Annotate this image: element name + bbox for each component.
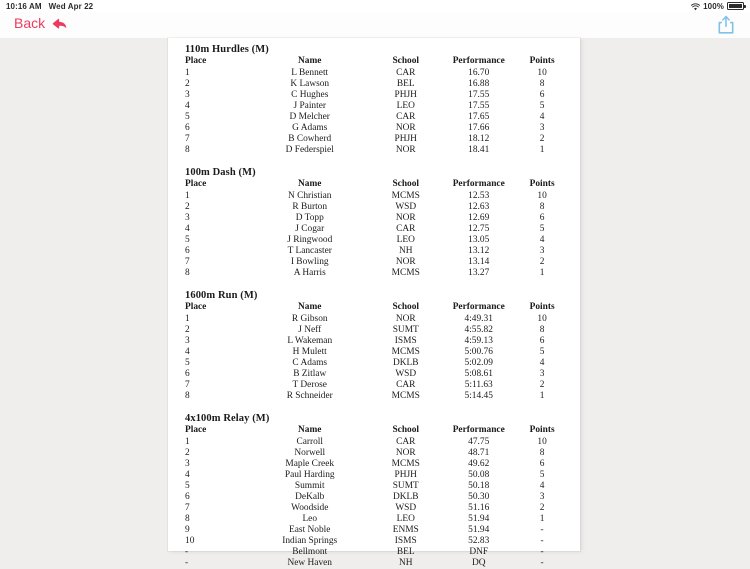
cell-place: 5 [185, 235, 190, 245]
cell-performance: 18.12 [468, 134, 490, 144]
table-row [179, 90, 569, 101]
table-row [179, 481, 569, 492]
cell-place: 4 [185, 470, 190, 480]
cell-place: 7 [185, 503, 190, 513]
table-row [179, 145, 569, 156]
cell-school: ENMS [392, 525, 419, 535]
cell-school: NOR [395, 314, 416, 324]
cell-name: J Ringwood [287, 235, 333, 245]
cell-points: 8 [539, 325, 545, 335]
cell-name: New Haven [287, 558, 332, 568]
table-row [179, 492, 569, 503]
status-bar [0, 0, 750, 12]
cell-performance: 12.63 [468, 202, 490, 212]
table-header-row [179, 302, 569, 314]
app-toolbar [0, 12, 750, 38]
cell-place: 8 [185, 514, 190, 524]
cell-school: BEL [396, 79, 415, 89]
table-row [179, 347, 569, 358]
cell-points: 2 [539, 134, 545, 144]
column-header-points: Points [529, 56, 555, 66]
cell-points: 1 [539, 391, 545, 401]
cell-performance: 13.12 [468, 246, 490, 256]
battery-icon [727, 2, 744, 10]
cell-school: PHJH [394, 90, 417, 100]
table-row [179, 369, 569, 380]
cell-school: MCMS [391, 191, 420, 201]
cell-school: CAR [396, 437, 416, 447]
cell-points: 3 [539, 246, 545, 256]
table-row [179, 336, 569, 347]
table-row [179, 202, 569, 213]
cell-school: LEO [396, 101, 415, 111]
cell-place: 4 [185, 347, 190, 357]
battery-percent-label: 100% [703, 1, 724, 11]
document-page [168, 38, 580, 568]
cell-points: 10 [537, 68, 547, 78]
cell-name: K Lawson [290, 79, 330, 89]
cell-performance: 4:59.13 [464, 336, 493, 346]
column-header-school: School [392, 56, 420, 66]
cell-performance: 13.05 [468, 235, 490, 245]
status-bar-left [6, 2, 93, 11]
cell-place: 3 [185, 336, 190, 346]
column-header-points: Points [529, 425, 555, 435]
table-row [179, 525, 569, 536]
cell-school: CAR [396, 224, 416, 234]
table-row [179, 268, 569, 279]
cell-school: MCMS [391, 347, 420, 357]
event-title: 1600m Run (M) [185, 290, 258, 301]
cell-name: Bellmont [292, 547, 328, 557]
status-date: Wed Apr 22 [48, 1, 94, 11]
cell-points: - [540, 547, 544, 557]
cell-name: G Adams [292, 123, 328, 133]
table-row [179, 101, 569, 112]
cell-points: 3 [539, 369, 545, 379]
cell-place: 7 [185, 257, 190, 267]
column-header-place: Place [185, 179, 207, 189]
cell-performance: 5:00.76 [464, 347, 493, 357]
results-table [179, 302, 569, 402]
table-row [179, 437, 569, 448]
cell-points: 4 [539, 235, 545, 245]
cell-points: 2 [539, 257, 545, 267]
cell-points: 8 [539, 79, 545, 89]
column-header-performance: Performance [452, 425, 505, 435]
cell-place: 6 [185, 246, 190, 256]
column-header-name: Name [298, 302, 322, 312]
column-header-name: Name [298, 179, 322, 189]
table-header-row [179, 56, 569, 68]
cell-performance: 12.69 [468, 213, 490, 223]
status-time: 10:16 AM [6, 1, 42, 11]
cell-school: LEO [396, 514, 415, 524]
cell-performance: 50.18 [468, 481, 490, 491]
cell-place: 3 [185, 213, 190, 223]
cell-points: 8 [539, 202, 545, 212]
cell-name: Norwell [294, 448, 326, 458]
cell-points: 4 [539, 112, 545, 122]
cell-school: DKLB [392, 492, 419, 502]
cell-place: 2 [185, 79, 190, 89]
cell-place: 1 [185, 191, 190, 201]
cell-place: 5 [185, 358, 190, 368]
cell-school: MCMS [391, 391, 420, 401]
cell-school: ISMS [394, 536, 417, 546]
cell-name: East Noble [289, 525, 331, 535]
table-row [179, 470, 569, 481]
cell-school: NH [398, 558, 413, 568]
column-header-school: School [392, 425, 420, 435]
cell-points: 2 [539, 380, 545, 390]
table-header-row [179, 425, 569, 437]
cell-school: ISMS [394, 336, 417, 346]
back-arrow-icon [52, 17, 67, 30]
cell-points: 8 [539, 448, 545, 458]
cell-name: B Cowherd [288, 134, 332, 144]
event-block [179, 44, 569, 156]
table-row [179, 448, 569, 459]
cell-school: NOR [395, 145, 416, 155]
cell-name: N Christian [287, 191, 332, 201]
column-header-place: Place [185, 302, 207, 312]
cell-name: T Derose [292, 380, 327, 390]
cell-points: 10 [537, 191, 547, 201]
cell-performance: 18.41 [468, 145, 490, 155]
cell-performance: 5:11.63 [464, 380, 493, 390]
cell-school: LEO [396, 235, 415, 245]
cell-place: 5 [185, 112, 190, 122]
table-row [179, 224, 569, 235]
cell-name: L Bennett [291, 68, 329, 78]
cell-performance: 17.55 [468, 90, 490, 100]
cell-performance: 17.55 [468, 101, 490, 111]
cell-performance: 50.30 [468, 492, 490, 502]
table-row [179, 380, 569, 391]
results-table [179, 179, 569, 279]
cell-school: DKLB [392, 358, 419, 368]
cell-place: 5 [185, 481, 190, 491]
results-events-container [179, 44, 569, 569]
table-row [179, 123, 569, 134]
cell-school: PHJH [394, 134, 417, 144]
event-title: 100m Dash (M) [185, 167, 256, 178]
cell-performance: DNF [469, 547, 489, 557]
table-header-row [179, 179, 569, 191]
cell-name: D Federspiel [285, 145, 334, 155]
cell-points: 5 [539, 470, 545, 480]
cell-place: 9 [185, 525, 190, 535]
column-header-points: Points [529, 302, 555, 312]
cell-name: Maple Creek [285, 459, 335, 469]
table-row [179, 391, 569, 402]
column-header-place: Place [185, 56, 207, 66]
table-row [179, 503, 569, 514]
cell-place: 7 [185, 134, 190, 144]
column-header-performance: Performance [452, 56, 505, 66]
column-header-performance: Performance [452, 179, 505, 189]
cell-name: B Zitlaw [293, 369, 327, 379]
cell-performance: 5:08.61 [464, 369, 493, 379]
cell-points: 4 [539, 481, 545, 491]
cell-name: DeKalb [295, 492, 325, 502]
cell-points: - [540, 525, 544, 535]
cell-name: R Burton [292, 202, 328, 212]
cell-name: Leo [302, 514, 318, 524]
column-header-school: School [392, 302, 420, 312]
cell-name: L Wakeman [287, 336, 333, 346]
back-button[interactable] [14, 15, 67, 31]
cell-school: PHJH [394, 470, 417, 480]
cell-performance: 13.27 [468, 268, 490, 278]
cell-points: 1 [539, 514, 545, 524]
cell-place: 2 [185, 448, 190, 458]
cell-school: NOR [395, 213, 416, 223]
cell-performance: DQ [471, 558, 486, 568]
cell-performance: 51.16 [468, 503, 490, 513]
cell-name: J Cogar [295, 224, 325, 234]
cell-place: 10 [185, 536, 195, 546]
cell-name: Carroll [296, 437, 324, 447]
table-row [179, 325, 569, 336]
cell-points: 3 [539, 123, 545, 133]
cell-name: J Painter [293, 101, 327, 111]
cell-performance: 50.08 [468, 470, 490, 480]
event-block [179, 413, 569, 569]
table-row [179, 547, 569, 558]
cell-points: 10 [537, 314, 547, 324]
cell-points: 5 [539, 101, 545, 111]
cell-name: R Schneider [286, 391, 333, 401]
share-icon [716, 14, 736, 36]
cell-place: 3 [185, 459, 190, 469]
cell-place: 1 [185, 68, 190, 78]
cell-name: D Melcher [289, 112, 330, 122]
document-canvas[interactable] [0, 38, 750, 568]
cell-place: - [185, 547, 189, 557]
cell-school: WSD [395, 369, 417, 379]
cell-points: 3 [539, 492, 545, 502]
share-button[interactable] [716, 14, 736, 36]
table-row [179, 68, 569, 79]
cell-performance: 47.75 [468, 437, 490, 447]
cell-school: NOR [395, 257, 416, 267]
cell-place: 6 [185, 492, 190, 502]
cell-points: - [540, 558, 544, 568]
event-title: 110m Hurdles (M) [185, 44, 269, 55]
wifi-icon [691, 3, 700, 11]
cell-performance: 51.94 [468, 525, 490, 535]
cell-place: 2 [185, 202, 190, 212]
cell-name: C Hughes [291, 90, 329, 100]
cell-performance: 52.83 [468, 536, 490, 546]
cell-performance: 12.75 [468, 224, 490, 234]
table-row [179, 213, 569, 224]
cell-place: 4 [185, 224, 190, 234]
cell-performance: 17.66 [468, 123, 490, 133]
cell-points: 4 [539, 358, 545, 368]
cell-points: 1 [539, 145, 545, 155]
column-header-name: Name [298, 425, 322, 435]
cell-school: WSD [395, 202, 417, 212]
cell-name: Summit [294, 481, 325, 491]
event-title: 4x100m Relay (M) [185, 413, 270, 424]
cell-school: MCMS [391, 268, 420, 278]
cell-place: 8 [185, 391, 190, 401]
cell-performance: 13.14 [468, 257, 490, 267]
cell-performance: 4:55.82 [464, 325, 493, 335]
cell-school: BEL [396, 547, 415, 557]
cell-points: 2 [539, 503, 545, 513]
cell-name: A Harris [293, 268, 326, 278]
cell-points: 6 [539, 90, 545, 100]
table-row [179, 514, 569, 525]
cell-school: CAR [396, 68, 416, 78]
cell-points: 6 [539, 336, 545, 346]
table-row [179, 257, 569, 268]
cell-place: 6 [185, 123, 190, 133]
cell-place: 4 [185, 101, 190, 111]
cell-performance: 49.62 [468, 459, 490, 469]
column-header-name: Name [298, 56, 322, 66]
cell-name: C Adams [292, 358, 328, 368]
cell-school: CAR [396, 380, 416, 390]
cell-performance: 51.94 [468, 514, 490, 524]
cell-points: 10 [537, 437, 547, 447]
cell-points: - [540, 536, 544, 546]
cell-place: 8 [185, 145, 190, 155]
cell-place: 7 [185, 380, 190, 390]
cell-place: 6 [185, 369, 190, 379]
cell-place: 1 [185, 314, 190, 324]
cell-performance: 16.70 [468, 68, 490, 78]
cell-place: 8 [185, 268, 190, 278]
cell-performance: 48.71 [468, 448, 490, 458]
results-table [179, 425, 569, 569]
table-row [179, 79, 569, 90]
table-row [179, 246, 569, 257]
table-row [179, 112, 569, 123]
table-row [179, 358, 569, 369]
cell-place: - [185, 558, 189, 568]
cell-performance: 12.53 [468, 191, 490, 201]
cell-school: CAR [396, 112, 416, 122]
cell-school: NH [398, 246, 413, 256]
cell-name: Woodside [291, 503, 329, 513]
table-row [179, 536, 569, 547]
cell-school: WSD [395, 503, 417, 513]
table-row [179, 314, 569, 325]
cell-place: 1 [185, 437, 190, 447]
cell-name: D Topp [295, 213, 324, 223]
table-row [179, 191, 569, 202]
table-row [179, 134, 569, 145]
cell-name: J Neff [298, 325, 322, 335]
results-table [179, 56, 569, 156]
cell-name: Indian Springs [282, 536, 338, 546]
cell-school: SUMT [392, 481, 419, 491]
cell-points: 5 [539, 347, 545, 357]
cell-school: MCMS [391, 459, 420, 469]
cell-school: NOR [395, 448, 416, 458]
status-bar-right [691, 2, 744, 11]
cell-performance: 16.88 [468, 79, 490, 89]
event-block [179, 167, 569, 279]
cell-performance: 5:02.09 [464, 358, 493, 368]
column-header-place: Place [185, 425, 207, 435]
table-row [179, 459, 569, 470]
cell-points: 1 [539, 268, 545, 278]
table-row [179, 558, 569, 569]
cell-name: Paul Harding [284, 470, 335, 480]
cell-name: I Bowling [290, 257, 329, 267]
cell-place: 2 [185, 325, 190, 335]
cell-school: SUMT [392, 325, 419, 335]
cell-points: 5 [539, 224, 545, 234]
event-block [179, 290, 569, 402]
cell-performance: 4:49.31 [464, 314, 493, 324]
column-header-performance: Performance [452, 302, 505, 312]
table-row [179, 235, 569, 246]
back-button-label: Back [14, 15, 46, 31]
cell-school: NOR [395, 123, 416, 133]
column-header-points: Points [529, 179, 555, 189]
cell-performance: 17.65 [468, 112, 490, 122]
cell-place: 3 [185, 90, 190, 100]
cell-points: 6 [539, 459, 545, 469]
cell-name: H Mulett [292, 347, 327, 357]
cell-name: R Gibson [291, 314, 328, 324]
cell-name: T Lancaster [287, 246, 332, 256]
column-header-school: School [392, 179, 420, 189]
cell-performance: 5:14.45 [464, 391, 493, 401]
cell-points: 6 [539, 213, 545, 223]
